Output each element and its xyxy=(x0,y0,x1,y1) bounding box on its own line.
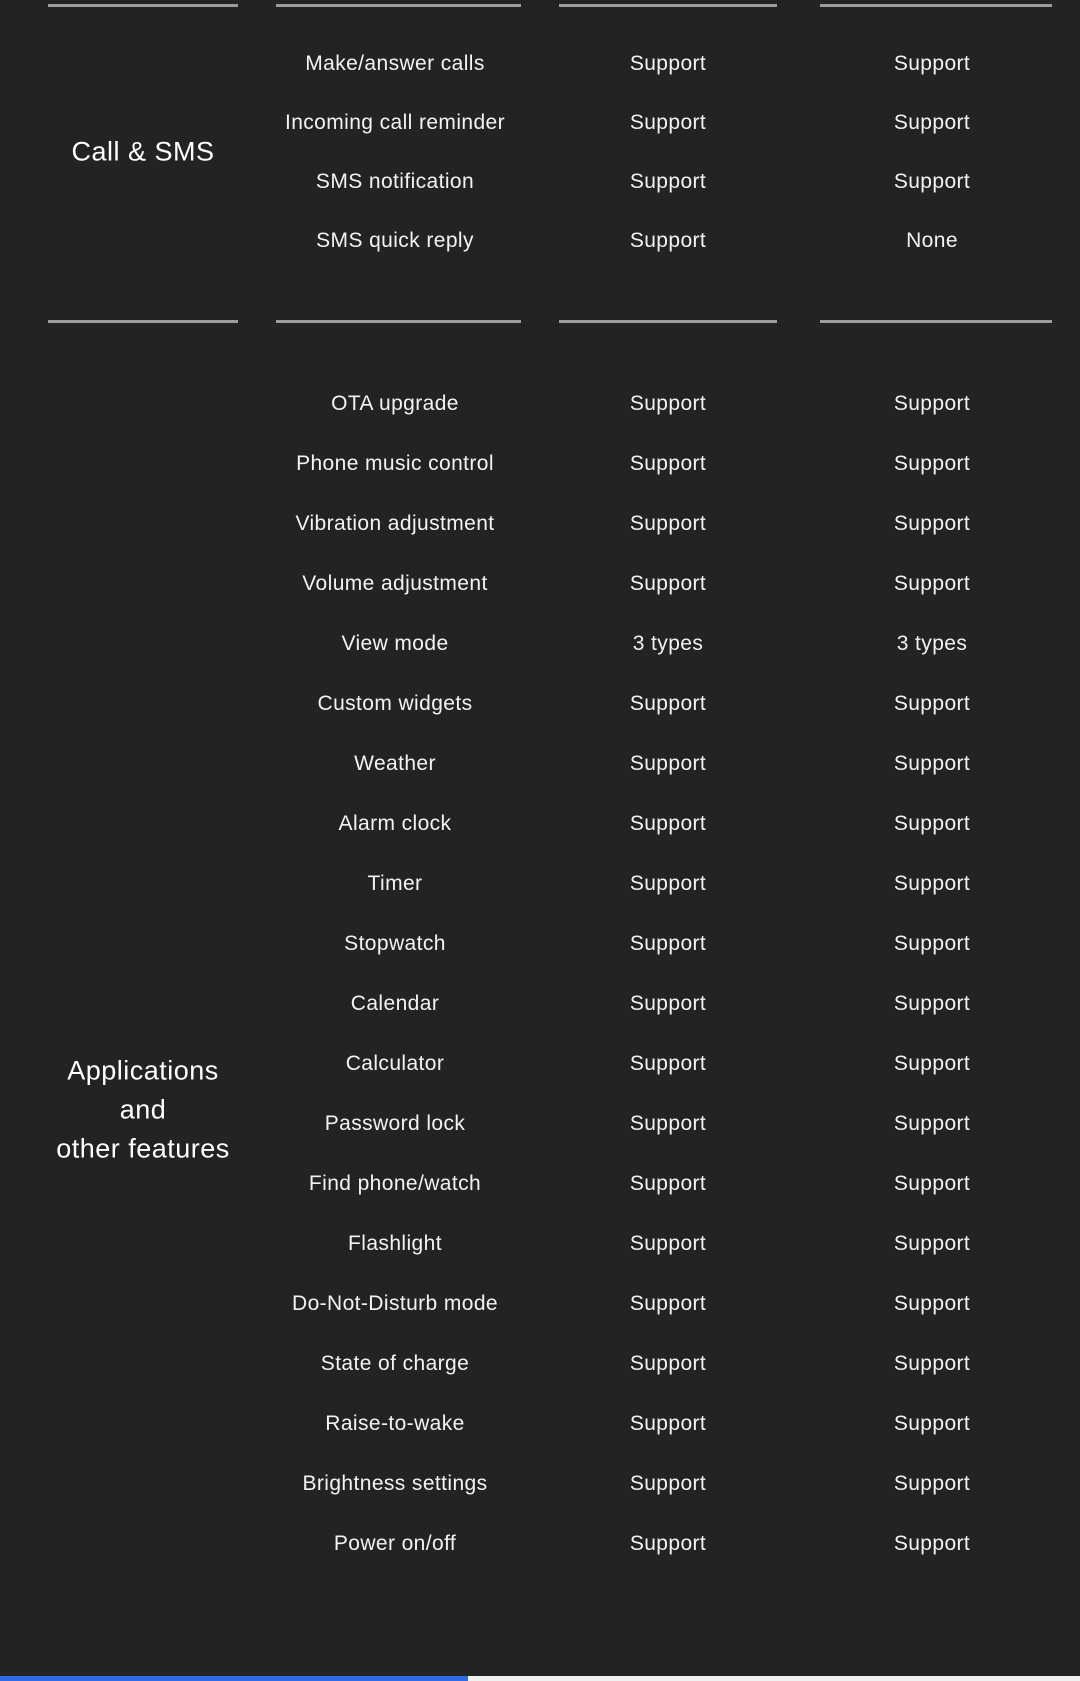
value-col-2: Support xyxy=(893,872,971,895)
feature-name: Find phone/watch xyxy=(308,1172,482,1195)
value-col-2: 3 types xyxy=(896,632,968,655)
table-row xyxy=(0,974,1080,1034)
feature-name: Calendar xyxy=(350,992,440,1015)
table-row xyxy=(0,914,1080,974)
value-col-1: Support xyxy=(629,452,707,475)
value-col-2: None xyxy=(906,228,958,252)
column-divider xyxy=(820,4,1052,7)
value-col-2: Support xyxy=(893,1352,971,1375)
value-col-1: Support xyxy=(629,1112,707,1135)
column-divider xyxy=(48,4,238,7)
feature-name: Make/answer calls xyxy=(305,51,485,75)
value-col-2: Support xyxy=(893,452,971,475)
feature-name: Do-Not-Disturb mode xyxy=(292,1292,498,1315)
value-col-1: Support xyxy=(629,228,707,252)
table-row xyxy=(0,93,1080,152)
feature-name: Incoming call reminder xyxy=(284,110,506,134)
value-col-1: Support xyxy=(629,392,707,415)
table-row xyxy=(0,211,1080,270)
feature-name: Power on/off xyxy=(333,1532,457,1555)
column-divider-row xyxy=(0,320,1080,323)
feature-name: OTA upgrade xyxy=(331,392,459,415)
table-row xyxy=(0,434,1080,494)
value-col-2: Support xyxy=(893,812,971,835)
column-divider xyxy=(559,320,777,323)
section-applications-rows xyxy=(0,374,1080,1574)
table-row xyxy=(0,494,1080,554)
column-divider xyxy=(559,4,777,7)
value-col-2: Support xyxy=(893,1472,971,1495)
value-col-1: Support xyxy=(629,812,707,835)
table-row xyxy=(0,1094,1080,1154)
feature-name: Custom widgets xyxy=(317,692,473,715)
table-row xyxy=(0,794,1080,854)
value-col-1: Support xyxy=(629,1232,707,1255)
table-row xyxy=(0,1274,1080,1334)
value-col-2: Support xyxy=(893,512,971,535)
value-col-2: Support xyxy=(893,1532,971,1555)
feature-name: SMS quick reply xyxy=(316,228,474,252)
category-line: and xyxy=(119,1094,167,1125)
column-divider xyxy=(276,4,521,7)
value-col-2: Support xyxy=(893,1232,971,1255)
column-divider xyxy=(48,320,238,323)
section-call-sms-rows xyxy=(0,34,1080,270)
category-line: Applications xyxy=(67,1055,219,1086)
feature-name: Raise-to-wake xyxy=(325,1412,465,1435)
column-divider xyxy=(276,320,521,323)
value-col-1: 3 types xyxy=(632,632,704,655)
table-row xyxy=(0,374,1080,434)
value-col-1: Support xyxy=(629,1472,707,1495)
table-row xyxy=(0,1514,1080,1574)
table-row xyxy=(0,1034,1080,1094)
value-col-1: Support xyxy=(629,512,707,535)
feature-name: State of charge xyxy=(320,1352,470,1375)
feature-name: View mode xyxy=(341,632,449,655)
horizontal-scrollbar-track[interactable] xyxy=(0,1676,1080,1681)
value-col-1: Support xyxy=(629,1532,707,1555)
value-col-1: Support xyxy=(629,872,707,895)
value-col-2: Support xyxy=(893,110,971,134)
value-col-2: Support xyxy=(893,932,971,955)
feature-name: Flashlight xyxy=(348,1232,442,1255)
column-divider-row xyxy=(0,4,1080,7)
table-row xyxy=(0,614,1080,674)
value-col-1: Support xyxy=(629,992,707,1015)
value-col-2: Support xyxy=(893,692,971,715)
value-col-1: Support xyxy=(629,572,707,595)
table-row xyxy=(0,152,1080,211)
table-row xyxy=(0,554,1080,614)
category-line: Call & SMS xyxy=(71,136,215,167)
table-row xyxy=(0,1214,1080,1274)
value-col-2: Support xyxy=(893,169,971,193)
feature-name: Alarm clock xyxy=(338,812,452,835)
table-row xyxy=(0,1154,1080,1214)
feature-name: Timer xyxy=(367,872,423,895)
feature-name: Calculator xyxy=(345,1052,445,1075)
feature-name: Phone music control xyxy=(296,452,494,475)
value-col-1: Support xyxy=(629,1172,707,1195)
feature-name: SMS notification xyxy=(315,169,475,193)
horizontal-scrollbar-thumb[interactable] xyxy=(0,1676,468,1681)
table-row xyxy=(0,1394,1080,1454)
value-col-2: Support xyxy=(893,752,971,775)
value-col-1: Support xyxy=(629,110,707,134)
feature-name: Password lock xyxy=(324,1112,466,1135)
value-col-2: Support xyxy=(893,992,971,1015)
value-col-1: Support xyxy=(629,1292,707,1315)
value-col-2: Support xyxy=(893,1172,971,1195)
value-col-2: Support xyxy=(893,1112,971,1135)
value-col-2: Support xyxy=(893,1292,971,1315)
table-row xyxy=(0,854,1080,914)
category-line: other features xyxy=(56,1133,230,1164)
feature-name: Weather xyxy=(354,752,436,775)
table-row xyxy=(0,1334,1080,1394)
table-row xyxy=(0,674,1080,734)
value-col-1: Support xyxy=(629,169,707,193)
value-col-2: Support xyxy=(893,1052,971,1075)
value-col-1: Support xyxy=(629,932,707,955)
table-row xyxy=(0,34,1080,93)
value-col-1: Support xyxy=(629,1052,707,1075)
value-col-2: Support xyxy=(893,572,971,595)
value-col-1: Support xyxy=(629,1412,707,1435)
value-col-2: Support xyxy=(893,51,971,75)
feature-name: Stopwatch xyxy=(344,932,446,955)
table-row xyxy=(0,734,1080,794)
column-divider xyxy=(820,320,1052,323)
value-col-1: Support xyxy=(629,752,707,775)
feature-name: Volume adjustment xyxy=(302,572,488,595)
feature-name: Vibration adjustment xyxy=(295,512,495,535)
feature-name: Brightness settings xyxy=(302,1472,488,1495)
value-col-2: Support xyxy=(893,392,971,415)
value-col-1: Support xyxy=(629,1352,707,1375)
value-col-1: Support xyxy=(629,51,707,75)
value-col-2: Support xyxy=(893,1412,971,1435)
value-col-1: Support xyxy=(629,692,707,715)
table-row xyxy=(0,1454,1080,1514)
